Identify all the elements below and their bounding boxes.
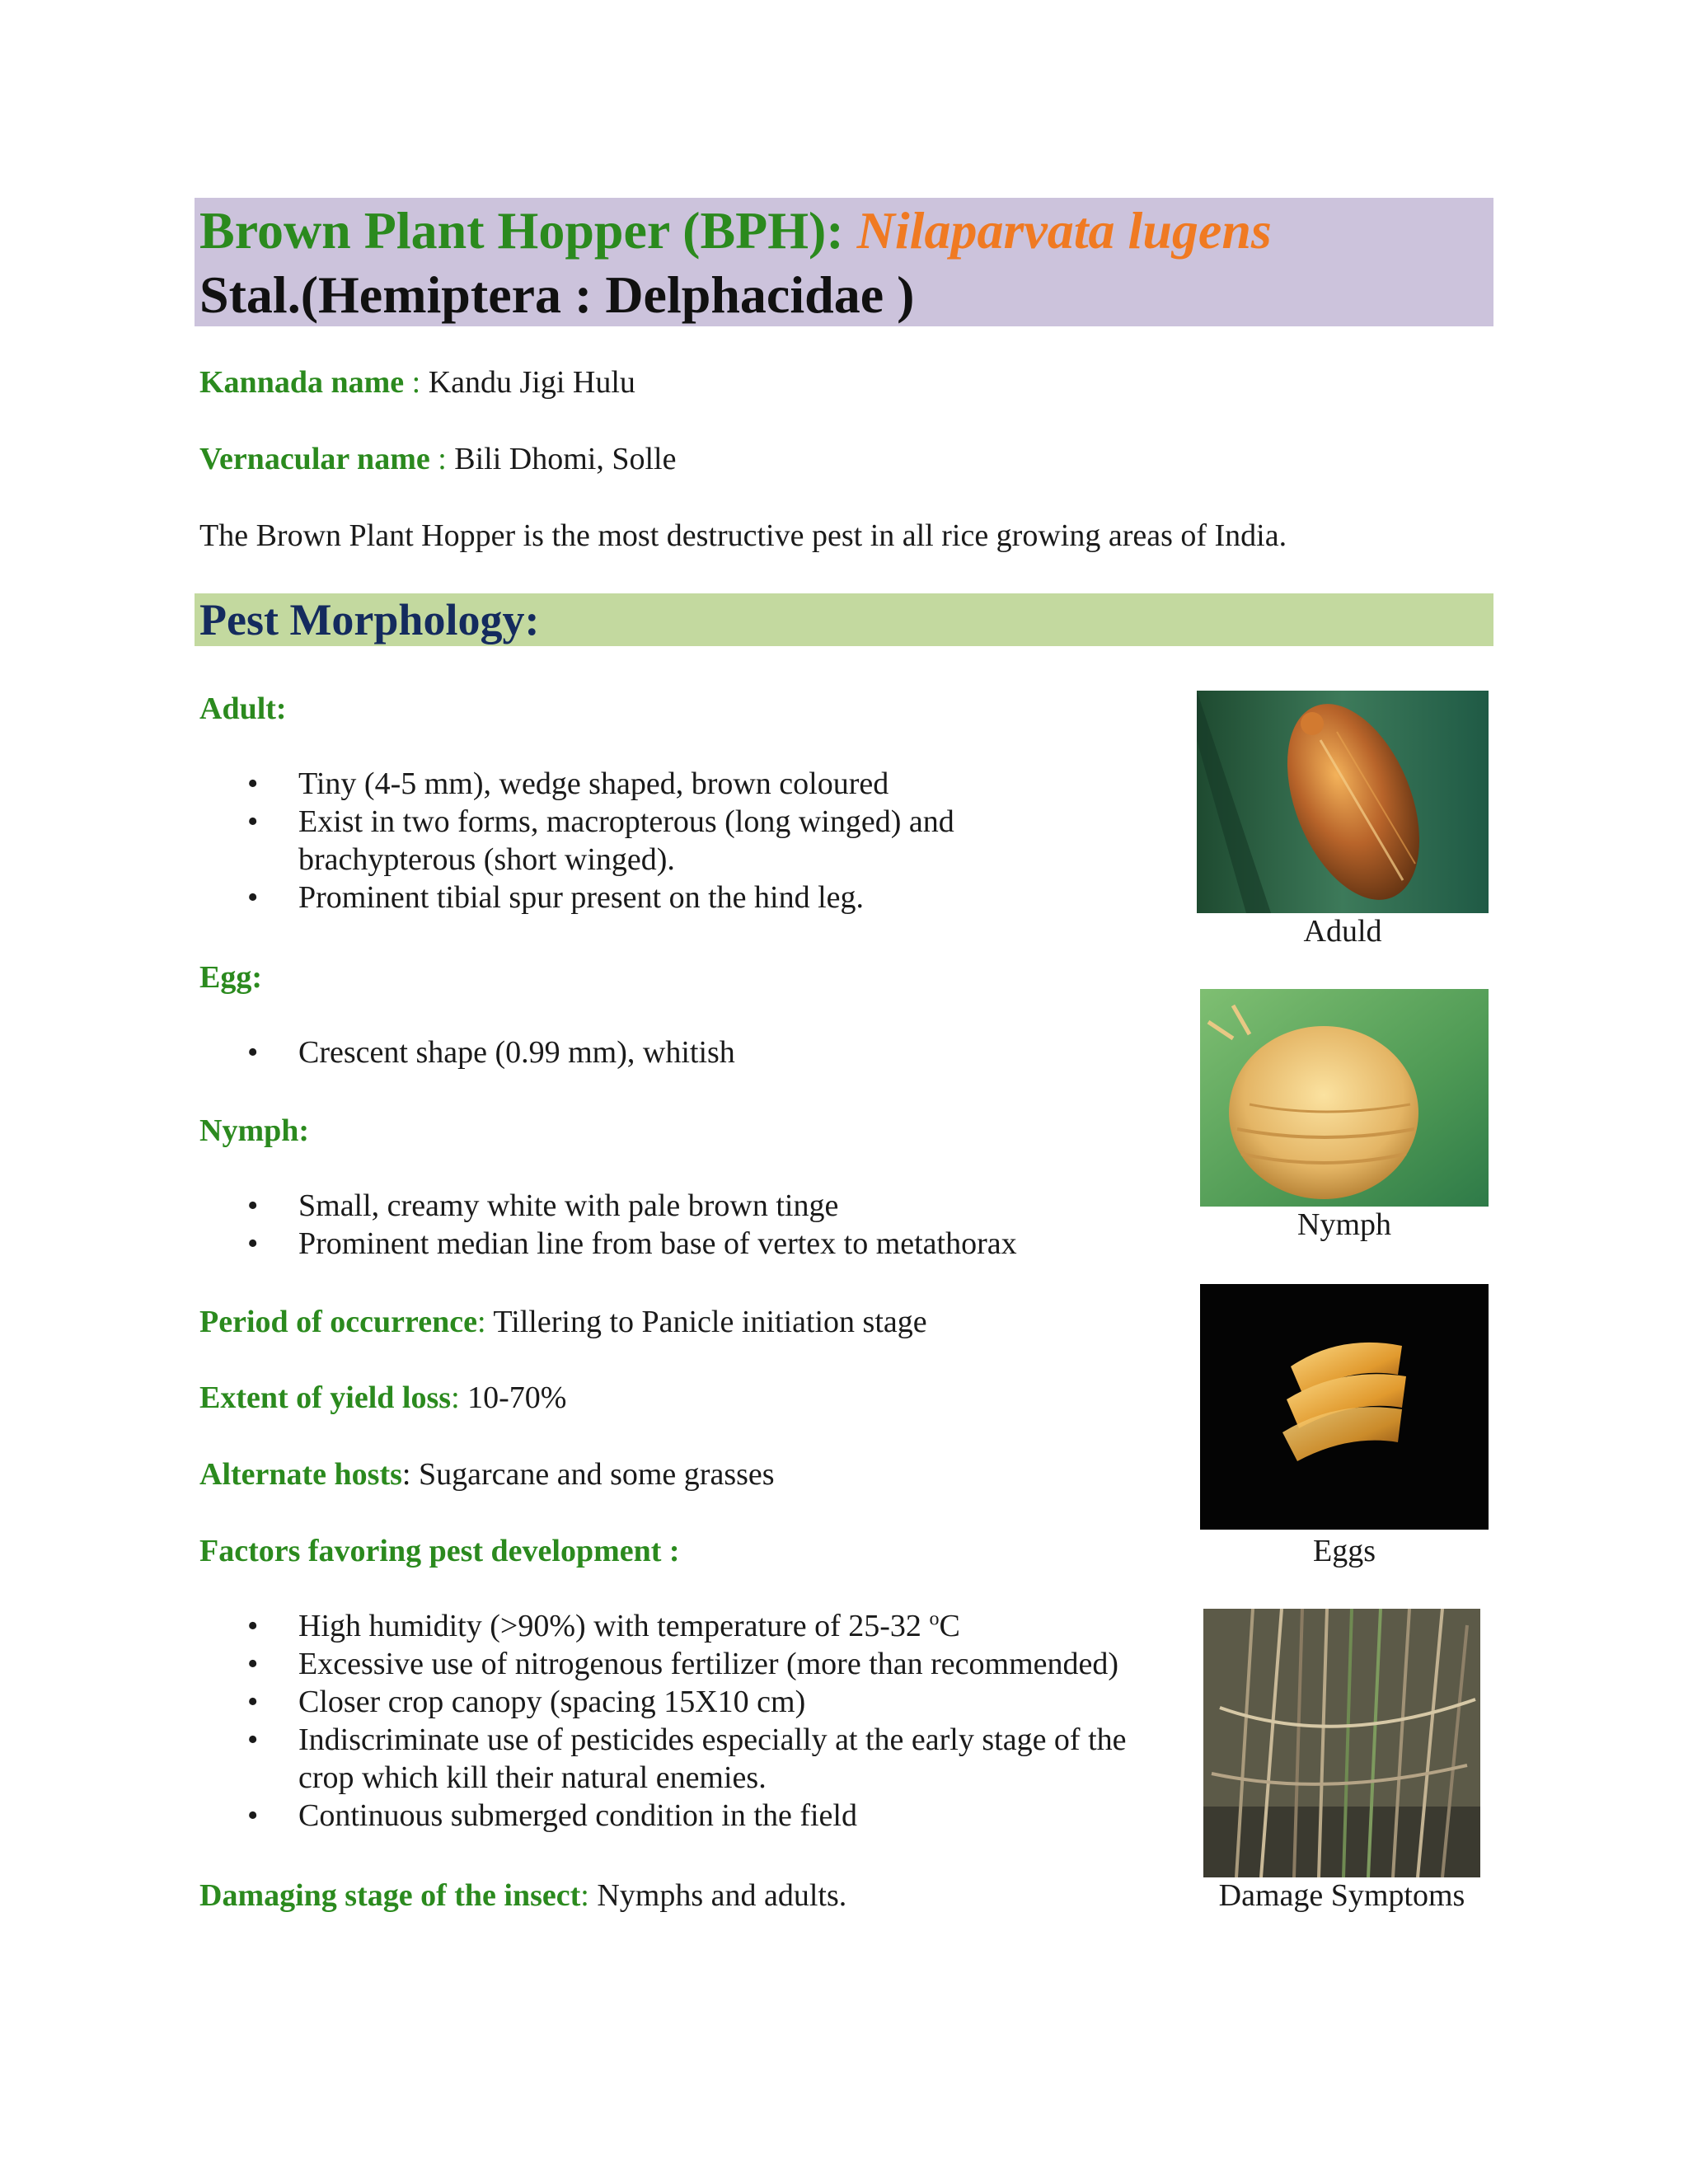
vernacular-name-sep: : [429,442,455,476]
nymph-heading: Nymph: [199,1113,310,1148]
occurrence-sep: : [476,1305,494,1339]
nymph-list [199,1187,1017,1263]
damage-photo [1203,1609,1480,1877]
list-item [199,1607,1127,1645]
yield-loss-line [199,1378,566,1418]
yield-loss-value: 10-70% [467,1380,567,1415]
damaging-stage-line [199,1876,846,1915]
title-scientific-name: Nilaparvata lugens [856,201,1272,260]
kannada-name-line [199,363,635,402]
adult-heading: Adult: [199,691,287,726]
occurrence-line [199,1302,927,1342]
eggs-photo-caption: Eggs [1313,1534,1376,1568]
celsius-text: C [939,1609,960,1643]
damage-photo-caption: Damage Symptoms [1218,1878,1465,1913]
degree-sup: o [929,1608,940,1630]
list-item-text: brachypterous (short winged). [298,842,675,877]
eggs-photo [1200,1284,1489,1530]
eggs-image [1200,1284,1489,1530]
kannada-name-sep: : [404,365,429,400]
list-item: • Small, creamy white with pale brown tinge [199,1187,1017,1225]
title-taxonomy: Stal.(Hemiptera : Delphacidae ) [199,265,915,324]
factors-heading: Factors favoring pest development : [199,1534,680,1568]
intro-text: The Brown Plant Hopper is the most destructive pest in all rice growing areas of India. [199,518,1287,553]
adult-photo [1197,691,1489,913]
adult-hopper-image [1197,691,1489,913]
list-item: • Crescent shape (0.99 mm), whitish [199,1033,735,1071]
hosts-label: Alternate hosts [199,1457,402,1492]
nymph-photo [1200,989,1489,1207]
nymph-photo-caption: Nymph [1297,1207,1391,1242]
title-common-name: Brown Plant Hopper (BPH): [199,201,857,260]
list-item: • Exist in two forms, macropterous (long winged) and [199,803,954,841]
kannada-name-label: Kannada name [199,365,405,400]
list-item-text: crop which kill their natural enemies. [298,1760,767,1795]
egg-heading: Egg: [199,960,262,995]
list-item: • Closer crop canopy (spacing 15X10 cm) [199,1683,1127,1721]
section-title: Pest Morphology: [199,595,540,644]
kannada-name-value: Kandu Jigi Hulu [428,365,635,400]
list-item: • Prominent median line from base of vertex to metathorax [199,1225,1017,1263]
list-item: • Continuous submerged condition in the field [199,1797,1127,1835]
hosts-value: Sugarcane and some grasses [418,1457,775,1492]
occurrence-value: Tillering to Panicle initiation stage [493,1305,927,1339]
occurrence-label: Period of occurrence [199,1305,477,1339]
factors-list [199,1607,1127,1835]
vernacular-name-value: Bili Dhomi, Solle [454,442,677,476]
list-item: • Excessive use of nitrogenous fertilizer (more than recommended) [199,1645,1127,1683]
hosts-sep: : [401,1457,419,1492]
damaging-stage-sep: : [580,1878,598,1913]
yield-loss-label: Extent of yield loss [199,1380,452,1415]
vernacular-name-line [199,439,676,479]
list-item-continuation [199,1759,1127,1797]
humidity-text: High humidity (>90%) with temperature of 25-32 [298,1609,930,1643]
adult-photo-caption: Aduld [1303,914,1382,949]
egg-list [199,1033,735,1071]
damaging-stage-value: Nymphs and adults. [597,1878,847,1913]
adult-list [199,765,954,916]
damage-symptoms-image [1203,1609,1480,1877]
list-item-continuation [199,841,954,879]
page-title [199,198,1272,264]
list-item: • Prominent tibial spur present on the hind leg. [199,879,954,916]
nymph-hopper-image [1200,989,1489,1207]
vernacular-name-label: Vernacular name [199,442,430,476]
damaging-stage-label: Damaging stage of the insect [199,1878,581,1913]
hosts-line [199,1455,775,1494]
list-item: • Tiny (4-5 mm), wedge shaped, brown coloured [199,765,954,803]
list-item: • Indiscriminate use of pesticides especially at the early stage of the [199,1721,1127,1759]
yield-loss-sep: : [451,1380,468,1415]
